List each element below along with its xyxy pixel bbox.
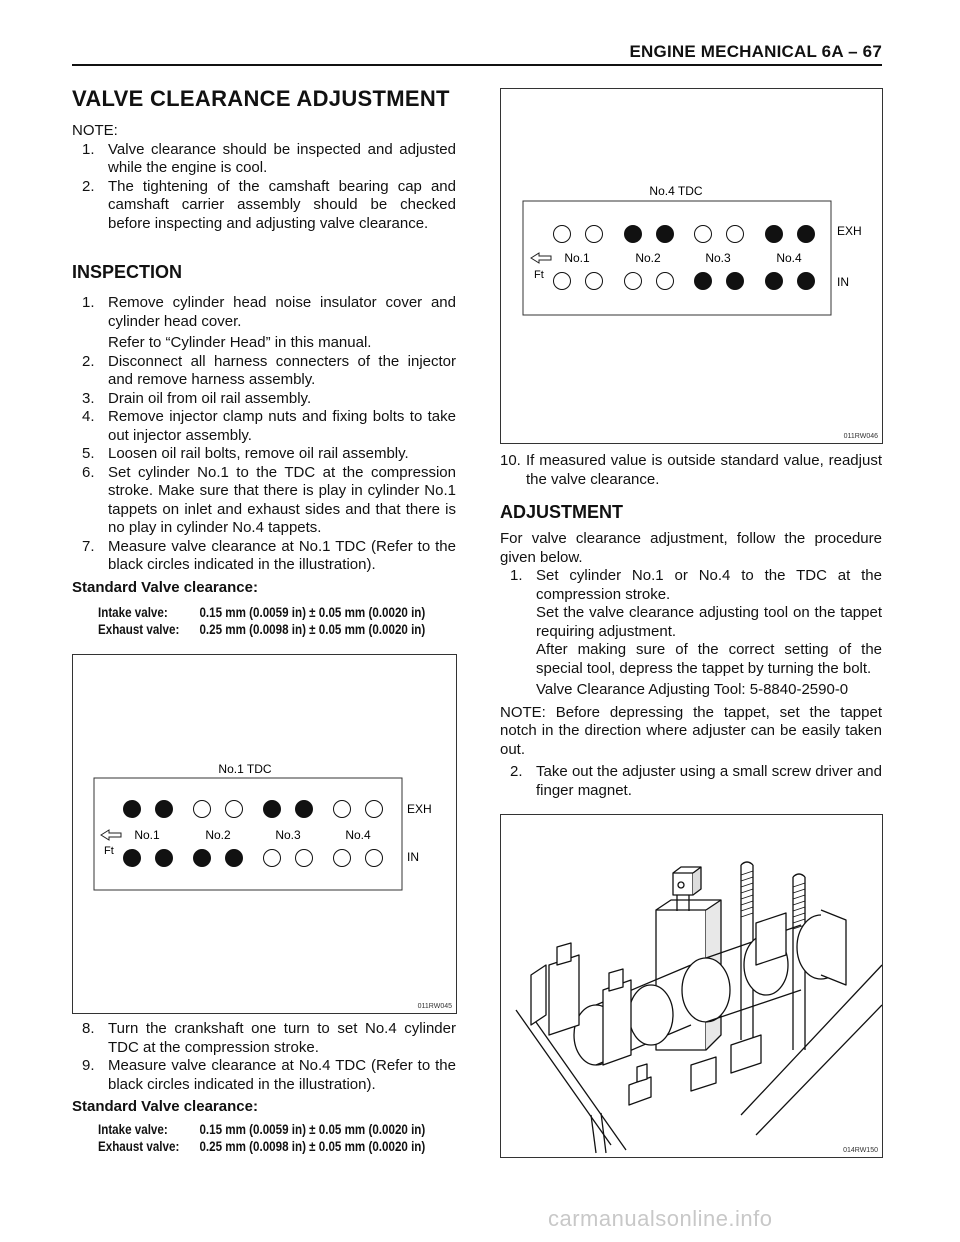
exh-valve-unmeasured — [695, 226, 712, 243]
watermark: carmanualsonline.info — [548, 1206, 773, 1231]
exh-label: EXH — [407, 802, 432, 816]
in-valve-measured — [798, 273, 815, 290]
figure-code: 011RW046 — [843, 433, 878, 440]
inspection-steps-2 — [72, 1020, 456, 1117]
valve-diagram-no4 — [501, 89, 882, 443]
in-valve-unmeasured — [296, 850, 313, 867]
in-label: IN — [837, 275, 849, 289]
tool-reference: Valve Clearance Adjusting Tool: 5-8840-2590-0 — [536, 681, 849, 698]
cyl-label: No.1 — [564, 251, 590, 265]
adjustment-intro: For valve clearance adjustment, follow the procedure given below. — [500, 530, 882, 566]
step-10-block — [500, 452, 882, 489]
figure-adjusting-tool — [500, 814, 883, 1158]
inspection-list-2 — [82, 1020, 456, 1094]
step-item: 6. Set cylinder No.1 to the TDC at the compression stroke. Make sure that there is play in cylinder No.1 tappets on inlet and exhaust sides and that there is no play in cylinder No.4 tappets. — [82, 463, 456, 536]
spec-row: Exhaust valve: 0.25 mm (0.0098 in) ± 0.05 mm (0.0020 in) — [98, 622, 426, 637]
note-item: 2. The tightening of the camshaft bearing cap and camshaft carrier assembly should be checked before inspecting and adjusting valve clearance. — [82, 177, 456, 232]
inspection-heading: INSPECTION — [72, 262, 183, 282]
cyl-label: No.4 — [345, 828, 371, 842]
exh-valve-measured — [766, 226, 783, 243]
valve-diagram-no1 — [73, 655, 456, 1013]
step-item: 4. Remove injector clamp nuts and fixing bolts to take out injector assembly. — [82, 408, 456, 444]
exh-valve-unmeasured — [226, 801, 243, 818]
adjustment-list — [510, 567, 882, 700]
note-label: NOTE: — [72, 122, 118, 139]
step-item: 5. Loosen oil rail bolts, remove oil rail assembly. — [82, 445, 409, 462]
cyl-label: No.4 — [776, 251, 802, 265]
spec-row: Intake valve: 0.15 mm (0.0059 in) ± 0.05 mm (0.0020 in) — [98, 605, 426, 620]
exh-valve-measured — [264, 801, 281, 818]
exh-valve-measured — [124, 801, 141, 818]
in-valve-unmeasured — [264, 850, 281, 867]
in-valve-unmeasured — [366, 850, 383, 867]
in-valve-measured — [194, 850, 211, 867]
step-item: 1. Set cylinder No.1 or No.4 to the TDC at the compression stroke. Set the valve clearance adjusting tool on the tappet requiring adjustment. After making sure of the correct setting of the special tool, depress the tappet by turning the bolt. Valve Clearance Adjusting Tool: 5-8840-2590-0 — [510, 567, 882, 698]
step-item: 9. Measure valve clearance at No.4 TDC (Refer to the black circles indicated in the illustration). — [82, 1057, 456, 1093]
in-valve-measured — [226, 850, 243, 867]
spec-row: Intake valve: 0.15 mm (0.0059 in) ± 0.05 mm (0.0020 in) — [98, 1122, 426, 1137]
exh-valve-measured — [657, 226, 674, 243]
tool-illustration — [501, 815, 882, 1157]
step-item: 8. Turn the crankshaft one turn to set No.4 cylinder TDC at the compression stroke. — [82, 1020, 456, 1056]
exh-valve-unmeasured — [194, 801, 211, 818]
std-clearance-label: Standard Valve clearance: — [72, 578, 258, 596]
cyl-label: No.1 — [134, 828, 160, 842]
diagram-title: No.1 TDC — [218, 762, 272, 776]
cylinder-labels — [134, 828, 371, 842]
in-valve-measured — [766, 273, 783, 290]
in-valve-measured — [695, 273, 712, 290]
step-subnote: Refer to “Cylinder Head” in this manual. — [108, 334, 372, 351]
in-valve-measured — [727, 273, 744, 290]
exh-valve-unmeasured — [554, 226, 571, 243]
cyl-label: No.2 — [635, 251, 661, 265]
page-title: VALVE CLEARANCE ADJUSTMENT — [72, 86, 450, 111]
step-item: 7. Measure valve clearance at No.1 TDC (Refer to the black circles indicated in the illustration). — [82, 537, 456, 573]
figure-code: 014RW150 — [843, 1147, 878, 1154]
adjustment-list-2 — [510, 763, 882, 800]
in-valve-unmeasured — [586, 273, 603, 290]
figure-code: 011RW045 — [417, 1003, 452, 1010]
exh-valve-unmeasured — [586, 226, 603, 243]
exh-valve-unmeasured — [334, 801, 351, 818]
exh-valve-measured — [296, 801, 313, 818]
header-rule — [72, 64, 882, 66]
front-arrow-icon — [531, 253, 551, 263]
exh-valve-unmeasured — [727, 226, 744, 243]
step-item: 10. If measured value is outside standard value, readjust the valve clearance. — [500, 452, 882, 488]
cyl-label: No.2 — [205, 828, 231, 842]
in-valve-measured — [124, 850, 141, 867]
inspection-steps — [72, 294, 456, 597]
in-valve-unmeasured — [554, 273, 571, 290]
in-valve-unmeasured — [334, 850, 351, 867]
step-item: 2. Disconnect all harness connecters of the injector and remove harness assembly. — [82, 352, 456, 388]
in-label: IN — [407, 850, 419, 864]
cyl-label: No.3 — [705, 251, 731, 265]
adjustment-block — [500, 530, 882, 800]
step-10-list — [500, 452, 882, 489]
in-valve-unmeasured — [657, 273, 674, 290]
diagram-title: No.4 TDC — [649, 184, 703, 198]
cylinder-labels — [564, 251, 802, 265]
cyl-label: No.3 — [275, 828, 301, 842]
note-item: 1. Valve clearance should be inspected and adjusted while the engine is cool. — [82, 140, 456, 176]
exh-valve-measured — [625, 226, 642, 243]
front-label: Ft — [104, 845, 114, 857]
spec-table-2 — [98, 1121, 425, 1155]
std-clearance-label: Standard Valve clearance: — [72, 1098, 258, 1115]
front-label: Ft — [534, 269, 544, 281]
step-item: 1. Remove cylinder head noise insulator cover and cylinder head cover. Refer to “Cylinder Head” in this manual. — [82, 294, 456, 351]
spec-table — [98, 604, 425, 638]
figure-no1-tdc — [72, 654, 457, 1014]
note-block — [72, 122, 456, 233]
in-valve-measured — [156, 850, 173, 867]
spec-row: Exhaust valve: 0.25 mm (0.0098 in) ± 0.05 mm (0.0020 in) — [98, 1139, 426, 1154]
exh-valve-measured — [798, 226, 815, 243]
inspection-list — [82, 294, 456, 575]
exh-valve-unmeasured — [366, 801, 383, 818]
step-item: 2. Take out the adjuster using a small screw driver and finger magnet. — [510, 763, 882, 799]
figure-no4-tdc — [500, 88, 883, 444]
step-item: 3. Drain oil from oil rail assembly. — [82, 389, 312, 407]
in-valve-unmeasured — [625, 273, 642, 290]
note-list — [82, 141, 456, 234]
front-arrow-icon — [101, 830, 121, 840]
page-header: ENGINE MECHANICAL 6A – 67 — [629, 42, 882, 61]
exh-label: EXH — [837, 224, 862, 238]
adjustment-note: NOTE: Before depressing the tappet, set the tappet notch in the direction where adjuster can be easily taken out. — [500, 703, 882, 758]
exh-valve-measured — [156, 801, 173, 818]
adjustment-heading: ADJUSTMENT — [500, 502, 624, 522]
